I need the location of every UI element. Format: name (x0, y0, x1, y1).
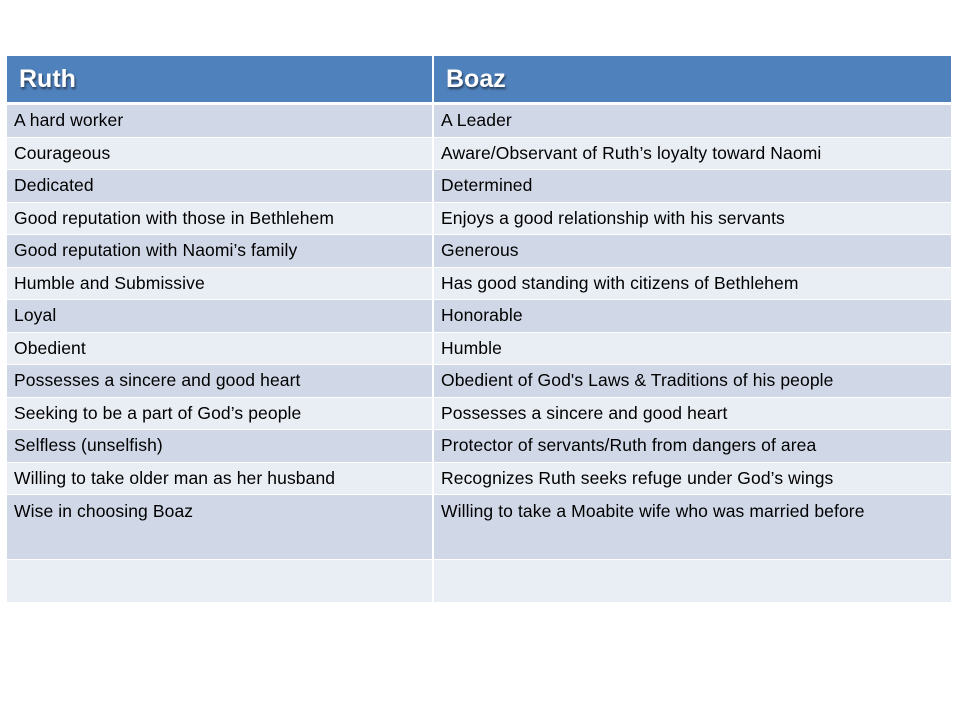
table-row (7, 365, 951, 398)
boaz-trait-cell: Has good standing with citizens of Bethlehem (433, 267, 951, 300)
ruth-trait-cell: Humble and Submissive (7, 267, 433, 300)
table-row (7, 300, 951, 333)
boaz-trait-cell: Aware/Observant of Ruth’s loyalty toward Naomi (433, 137, 951, 170)
boaz-trait-cell: Protector of servants/Ruth from dangers of area (433, 430, 951, 463)
ruth-trait-cell: Seeking to be a part of God’s people (7, 397, 433, 430)
ruth-trait-cell: Willing to take older man as her husband (7, 462, 433, 495)
ruth-trait-cell: Selfless (unselfish) (7, 430, 433, 463)
boaz-trait-cell: Humble (433, 332, 951, 365)
comparison-table (7, 56, 951, 603)
table-row (7, 235, 951, 268)
boaz-trait-cell: Determined (433, 170, 951, 203)
table-row (7, 267, 951, 300)
boaz-trait-cell (433, 560, 951, 603)
comparison-table-container (7, 56, 951, 603)
ruth-trait-cell: Obedient (7, 332, 433, 365)
ruth-trait-cell (7, 560, 433, 603)
table-header-row (7, 56, 951, 104)
column-header-boaz: Boaz (433, 56, 951, 104)
ruth-trait-cell: Possesses a sincere and good heart (7, 365, 433, 398)
table-row (7, 170, 951, 203)
column-header-ruth: Ruth (7, 56, 433, 104)
ruth-trait-cell: Courageous (7, 137, 433, 170)
table-row (7, 332, 951, 365)
boaz-trait-cell: Possesses a sincere and good heart (433, 397, 951, 430)
boaz-trait-cell: Generous (433, 235, 951, 268)
table-row (7, 202, 951, 235)
boaz-trait-cell: Willing to take a Moabite wife who was married before (433, 495, 951, 560)
table-row (7, 495, 951, 560)
table-row (7, 137, 951, 170)
table-row (7, 430, 951, 463)
table-row (7, 560, 951, 603)
table-row (7, 104, 951, 138)
boaz-trait-cell: Obedient of God's Laws & Traditions of his people (433, 365, 951, 398)
table-row (7, 397, 951, 430)
ruth-trait-cell: Loyal (7, 300, 433, 333)
ruth-trait-cell: Wise in choosing Boaz (7, 495, 433, 560)
ruth-trait-cell: A hard worker (7, 104, 433, 138)
boaz-trait-cell: Enjoys a good relationship with his servants (433, 202, 951, 235)
ruth-trait-cell: Dedicated (7, 170, 433, 203)
boaz-trait-cell: Honorable (433, 300, 951, 333)
table-body (7, 104, 951, 603)
ruth-trait-cell: Good reputation with Naomi’s family (7, 235, 433, 268)
boaz-trait-cell: Recognizes Ruth seeks refuge under God’s wings (433, 462, 951, 495)
ruth-trait-cell: Good reputation with those in Bethlehem (7, 202, 433, 235)
boaz-trait-cell: A Leader (433, 104, 951, 138)
table-row (7, 462, 951, 495)
